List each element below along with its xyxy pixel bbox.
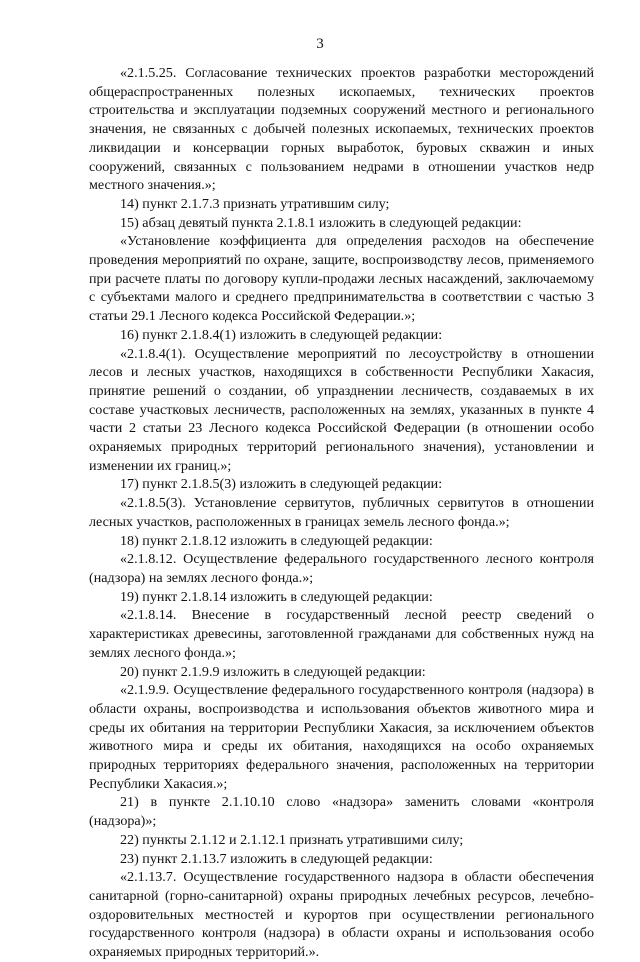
document-body [89,64,594,962]
paragraph-item-22: 22) пункты 2.1.12 и 2.1.12.1 признать утратившими силу; [120,831,464,848]
paragraph-2-1-8-4-1: «2.1.8.4(1). Осуществление мероприятий по лесоустройству в отношении лесов и лесных участков, находящихся в собственности Республики Хакасия, принятие решений о создании, об упразднении лесничеств, создаваемых в их составе участковых лесничеств, расположенных на землях, указанных в пункте 4 части 2 статьи 23 Лесного кодекса Российской Федерации (в отношении особо охраняемых природных территорий регионального значения), установлении и изменении их границ.»; [89,345,594,474]
paragraph-item-18: 18) пункт 2.1.8.12 изложить в следующей редакции: [120,532,433,549]
paragraph-2-1-8-5-3: «2.1.8.5(3). Установление сервитутов, публичных сервитутов в отношении лесных участков, расположенных в границах земель лесного фонда.»; [89,495,594,530]
paragraph-item-19: 19) пункт 2.1.8.14 изложить в следующей редакции: [120,588,433,605]
paragraph-2-1-8-12: «2.1.8.12. Осуществление федерального государственного лесного контроля (надзора) на землях лесного фонда.»; [89,551,594,586]
paragraph-2-1-9-9: «2.1.9.9. Осуществление федерального государственного контроля (надзора) в области охраны, воспроизводства и использования объектов животного мира и среды их обитания на территории Республики Хакасия, за исключением объектов животного мира и среды их обитания, находящихся на особо охраняемых природных территориях федерального значения, расположенных на территории Республики Хакасия.»; [89,682,594,792]
paragraph-item-21: 21) в пункте 2.1.10.10 слово «надзора» заменить словами «контроля (надзора)»; [89,794,594,830]
paragraph-item-16: 16) пункт 2.1.8.4(1) изложить в следующей редакции: [120,326,443,343]
paragraph-2-1-8-14: «2.1.8.14. Внесение в государственный лесной реестр сведений о характеристиках древесины, заготовленной гражданами для собственных нужд на землях лесного фонда.»; [89,607,594,661]
paragraph-quote-coefficient: «Установление коэффициента для определения расходов на обеспечение проведения мероприятий по охране, защите, воспроизводству лесов, применяемого при расчете платы по договору купли-продажи лесных насаждений, заключаемому с субъектами малого и среднего предпринимательства в соответствии с частью 3 статьи 29.1 Лесного кодекса Российской Федерации.»; [89,233,594,325]
paragraph-item-20: 20) пункт 2.1.9.9 изложить в следующей редакции: [120,663,426,680]
page-number: 3 [316,36,324,52]
paragraph-2-1-5-25: «2.1.5.25. Согласование технических проектов разработки месторождений общераспространенных полезных ископаемых, технических проектов строительства и эксплуатации подземных сооружений местного и регионального значения, не связанных с добычей полезных ископаемых, технических проектов ликвидации и консервации горных выработок, буровых скважин и иных сооружений, связанных с пользованием недрами в отношении участков недр местного значения.»; [89,65,594,194]
paragraph-item-14: 14) пункт 2.1.7.3 признать утратившим силу; [120,195,390,212]
paragraph-item-23: 23) пункт 2.1.13.7 изложить в следующей редакции: [120,850,433,867]
paragraph-2-1-13-7: «2.1.13.7. Осуществление государственного надзора в области обеспечения санитарной (горно-санитарной) охраны природных лечебных ресурсов, лечебно-оздоровительных местностей и курортов при осуществлении регионального государственного контроля (надзора) в области охраны и использования особо охраняемых природных территорий.». [89,869,594,961]
paragraph-item-15: 15) абзац девятый пункта 2.1.8.1 изложить в следующей редакции: [120,214,522,231]
paragraph-item-17: 17) пункт 2.1.8.5(3) изложить в следующей редакции: [120,476,443,493]
